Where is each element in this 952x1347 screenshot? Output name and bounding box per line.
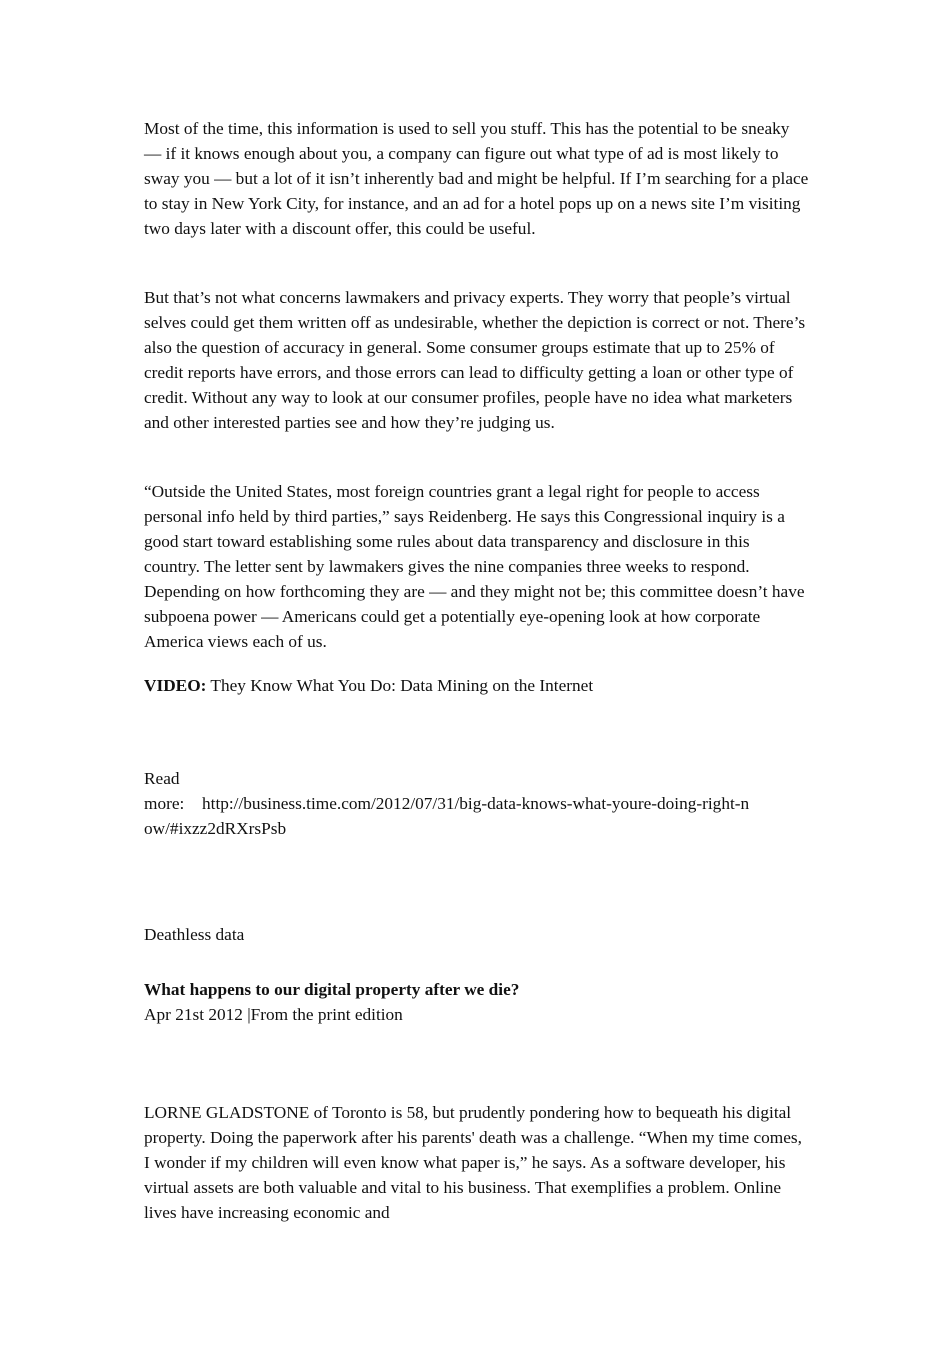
paragraph-marketing: Most of the time, this information is used to sell you stuff. This has the potential to be sneaky — if it knows enough about you, a company can figure out what type of ad is most likely to sway you — but a lot of it isn’t inherently bad and might be helpful. If I’m searching for a place to stay in New York City, for instance, and an ad for a hotel pops up on a news site I’m visiting two days later with a discount offer, this could be useful. [144, 119, 809, 238]
section-title: Deathless data [144, 925, 245, 944]
video-title[interactable]: They Know What You Do: Data Mining on the Internet [206, 676, 594, 695]
read-more-url-continued[interactable]: ow/#ixzz2dRXrsPsb [144, 819, 287, 838]
read-more-line1: Read [144, 769, 180, 788]
read-more-label: more: [144, 794, 185, 813]
read-more-block [144, 766, 816, 841]
paragraph-lawmakers: But that’s not what concerns lawmakers and privacy experts. They worry that people’s virtual selves could get them written off as undesirable, whether the depiction is correct or not. There’s also the question of accuracy in general. Some consumer groups estimate that up to 25% of credit reports have errors, and those errors can lead to difficulty getting a loan or other type of credit. Without any way to look at our consumer profiles, people have no idea what marketers and other interested parties see and how they’re judging us. [144, 288, 806, 432]
read-more-url[interactable]: http://business.time.com/2012/07/31/big-data-knows-what-youre-doing-right-n [202, 794, 750, 813]
video-label: VIDEO: [144, 676, 207, 695]
article-dateline: Apr 21st 2012 |From the print edition [144, 1005, 403, 1024]
article-body-paragraph: LORNE GLADSTONE of Toronto is 58, but prudently pondering how to bequeath his digital property. Doing the paperwork after his parents' death was a challenge. “When my time comes, I wonder if my children will even know what paper is,” he says. As a software developer, his virtual assets are both valuable and vital to his business. That exemplifies a problem. Online lives have increasing economic and [144, 1103, 802, 1222]
article-headline: What happens to our digital property after we die? [144, 980, 520, 999]
video-line [144, 673, 809, 698]
paragraph-reidenberg: “Outside the United States, most foreign countries grant a legal right for people to access personal info held by third parties,” says Reidenberg. He says this Congressional inquiry is a good start toward establishing some rules about data transparency and disclosure in this country. The letter sent by lawmakers gives the nine companies three weeks to respond. Depending on how forthcoming they are — and they might not be; this committee doesn’t have subpoena power — Americans could get a potentially eye-opening look at how corporate America views each of us. [144, 482, 805, 651]
